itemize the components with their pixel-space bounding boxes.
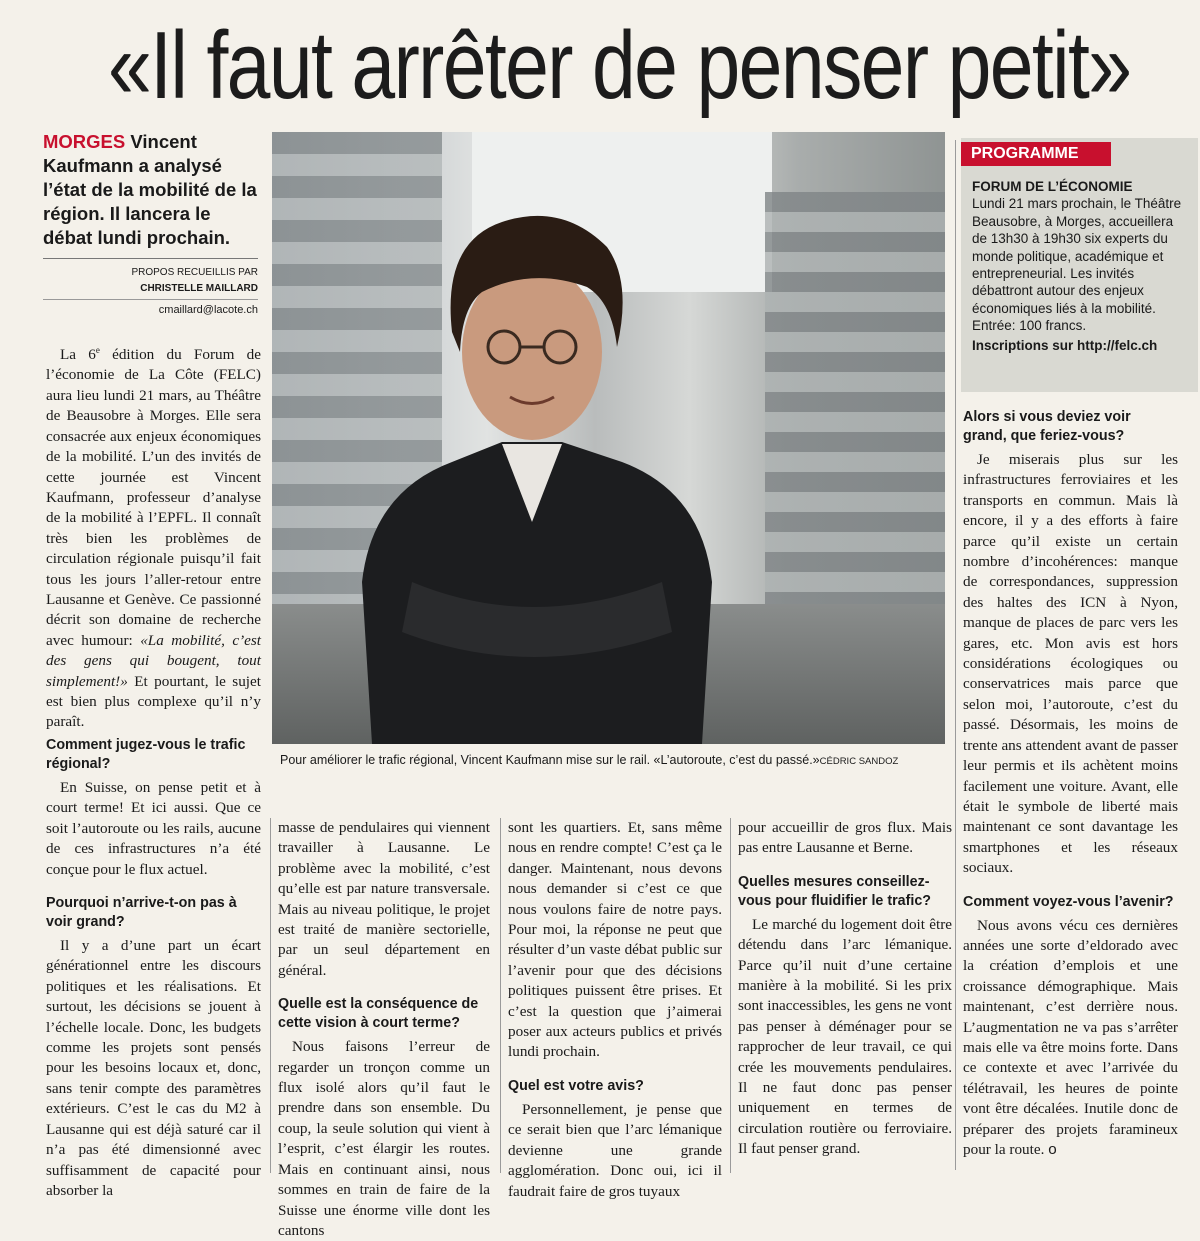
answer-5: Le marché du logement doit être détendu dans l’arc lémanique. Parce qu’il nuit d’une certaine manière à la mobilité. Si les prix sont inaccessibles, les gens ne vont pas penser à déménager pour se rapprocher de leur travail, ce qui crée les mouvements pendulaires. Il ne faut donc pas penser uniquement en termes de circulation routière ou ferroviaire. Il faut penser grand.: [738, 915, 952, 1158]
end-mark: o: [1048, 1141, 1057, 1158]
caption-text: Pour améliorer le trafic régional, Vincent Kaufmann mise sur le rail. «L’autoroute, c’est du passé.»: [280, 753, 820, 767]
answer-7: Nous avons vécu ces dernières années une sorte d’eldorado avec la création d’emplois et une croissance démographique. Mais maintenant, c’est derrière nous. L’augmentation ne va pas s’arrêter mais elle va être moins forte. Dans ce contexte et avec l’arrivée du télétravail, les heures de pointe vont être décalées. Inutile donc de préparer des projets faramineux pour la route. o: [963, 916, 1178, 1158]
answer-3: Nous faisons l’erreur de regarder un tronçon comme un flux isolé alors qu’il faut le prendre dans son ensemble. Du coup, la seule solution qui vient à l’esprit, c’est élargir les routes. Mais en continuant ainsi, nous sommes en train de faire de la Suisse une énorme ville dont les cantons: [278, 1038, 490, 1239]
programme-text: Lundi 21 mars prochain, le Théâtre Beausobre, à Morges, accueillera de 13h30 à 19h30 six experts du monde politique, académique et entrepreneurial. Les invités débattront autour des enjeux économiques liés à la mobilité.: [972, 196, 1182, 316]
column-2: [278, 818, 490, 1241]
portrait-photo: [272, 132, 945, 744]
programme-price: Entrée: 100 francs.: [972, 318, 1087, 334]
column-divider: [500, 818, 501, 1173]
headline: «Il faut arrêter de penser petit»: [108, 12, 1131, 119]
column-1: [46, 736, 261, 1201]
column-divider: [955, 140, 956, 1170]
byline: [43, 258, 258, 318]
lead-paragraph: [43, 130, 258, 250]
question-2: Pourquoi n’arrive-t-on pas à voir grand?: [46, 895, 237, 931]
column-5: [963, 408, 1178, 1160]
photo-person: [332, 162, 732, 744]
byline-label: PROPOS RECUEILLIS PAR: [131, 267, 258, 278]
programme-tag: PROGRAMME: [961, 142, 1111, 166]
intro-paragraph: La 6e édition du Forum de l’économie de La Côte (FELC) aura lieu lundi 21 mars, au Théâtre de Beausobre à Morges. Elle sera consacrée aux enjeux économiques de la mobilité. L’un des invités de cette journée est Vincent Kaufmann, professeur d’analyse de la mobilité à l’EPFL. Il connaît très bien les problèmes de circulation régionale puisqu’il fait tous les jours l’aller-retour entre Lausanne et Genève. Ce passionné décrit son domaine de recherche avec humour: «La mobilité, c’est des gens qui bougent, tout simplement!» Et pourtant, le sujet est bien plus complexe qu’il n’y paraît.: [46, 345, 261, 731]
answer-4-continued: pour accueillir de gros flux. Mais pas entre Lausanne et Berne.: [738, 819, 952, 857]
programme-title: FORUM DE L’ÉCONOMIE: [972, 179, 1133, 194]
answer-3-continued: sont les quartiers. Et, sans même nous en rendre compte! C’est ça le danger. Maintenant, nous devons nous demander si c’est ce que nous voulons faire de notre pays. Pour moi, la réponse ne peut que résulter d’un vaste débat public sur l’avenir pour que des décisions politiques puissent être prises. Et c’est la question que j’aimerai poser aux acteurs publics et privés lundi prochain.: [508, 819, 722, 1061]
question-6: Alors si vous deviez voir grand, que feriez-vous?: [963, 409, 1131, 444]
question-7: Comment voyez-vous l’avenir?: [963, 893, 1174, 910]
byline-author: CHRISTELLE MAILLARD: [140, 283, 258, 294]
programme-box: [961, 138, 1198, 392]
photo-caption: [280, 752, 945, 770]
answer-4: Personnellement, je pense que ce serait bien que l’arc lémanique devienne une grande agglomération. Donc oui, ici il faudrait faire de gros tuyaux: [508, 1100, 722, 1200]
byline-email[interactable]: cmaillard@lacote.ch: [43, 299, 258, 318]
programme-body: [972, 178, 1188, 354]
column-3: [508, 818, 722, 1202]
column-4: [738, 818, 952, 1160]
column-divider: [730, 818, 731, 1173]
lead-text: Vincent Kaufmann a analysé l’état de la mobilité de la région. Il lancera le débat lundi prochain.: [43, 131, 257, 248]
answer-2-continued: masse de pendulaires qui viennent travailler à Lausanne. Le problème avec la mobilité, c’est qu’elle est par nature transversale. Mais au niveau politique, le projet est traité de manière sectorielle, par un seul département en général.: [278, 819, 490, 979]
question-1: Comment jugez-vous le trafic régional?: [46, 737, 246, 772]
photo-credit: CÉDRIC SANDOZ: [819, 756, 899, 767]
question-5: Quelles mesures conseillez-vous pour fluidifier le trafic?: [738, 873, 932, 909]
rubric-label: MORGES: [43, 131, 126, 152]
question-4: Quel est votre avis?: [508, 1077, 644, 1094]
intro-column: [46, 340, 261, 733]
column-divider: [270, 818, 271, 1173]
answer-1: En Suisse, on pense petit et à court terme! Et ici aussi. Que ce soit l’autoroute ou les rails, aucune de ces infrastructures n’a été conçue pour le flux actuel.: [46, 779, 261, 878]
answer-6: Je miserais plus sur les infrastructures ferroviaires et les transports en commun. Mais là encore, il y a des efforts à faire parce qu’il existe un certain nombre d’incohérences: manque de correspondances, suppression des haltes des ICN à Nyon, manque de places de parc vers les gares, etc. Mon avis est hors considérations écologiques ou conservatrices mais parce que selon moi, l’autoroute, c’est du passé. Désormais, les moins de trente ans attendent avant de passer leur permis et ils achètent moins facilement une voiture. Avant, elle était le symbole de liberté mais maintenant ce sont davantage les smartphones et les réseaux sociaux.: [963, 451, 1178, 877]
programme-inscriptions[interactable]: Inscriptions sur http://felc.ch: [972, 337, 1158, 353]
question-3: Quelle est la conséquence de cette vision à court terme?: [278, 996, 479, 1032]
answer-2: Il y a d’une part un écart générationnel entre les discours politiques et les réalisations. Et surtout, les décisions se jouent à l’échelle locale. Donc, les budgets comme les projets sont pensés pour les besoins locaux et, donc, sans tenir compte des paramètres extérieurs. C’est le cas du M2 à Lausanne qui est déjà saturé car il n’a pas été dimensionné avec suffisamment de capacité pour absorber la: [46, 937, 261, 1199]
